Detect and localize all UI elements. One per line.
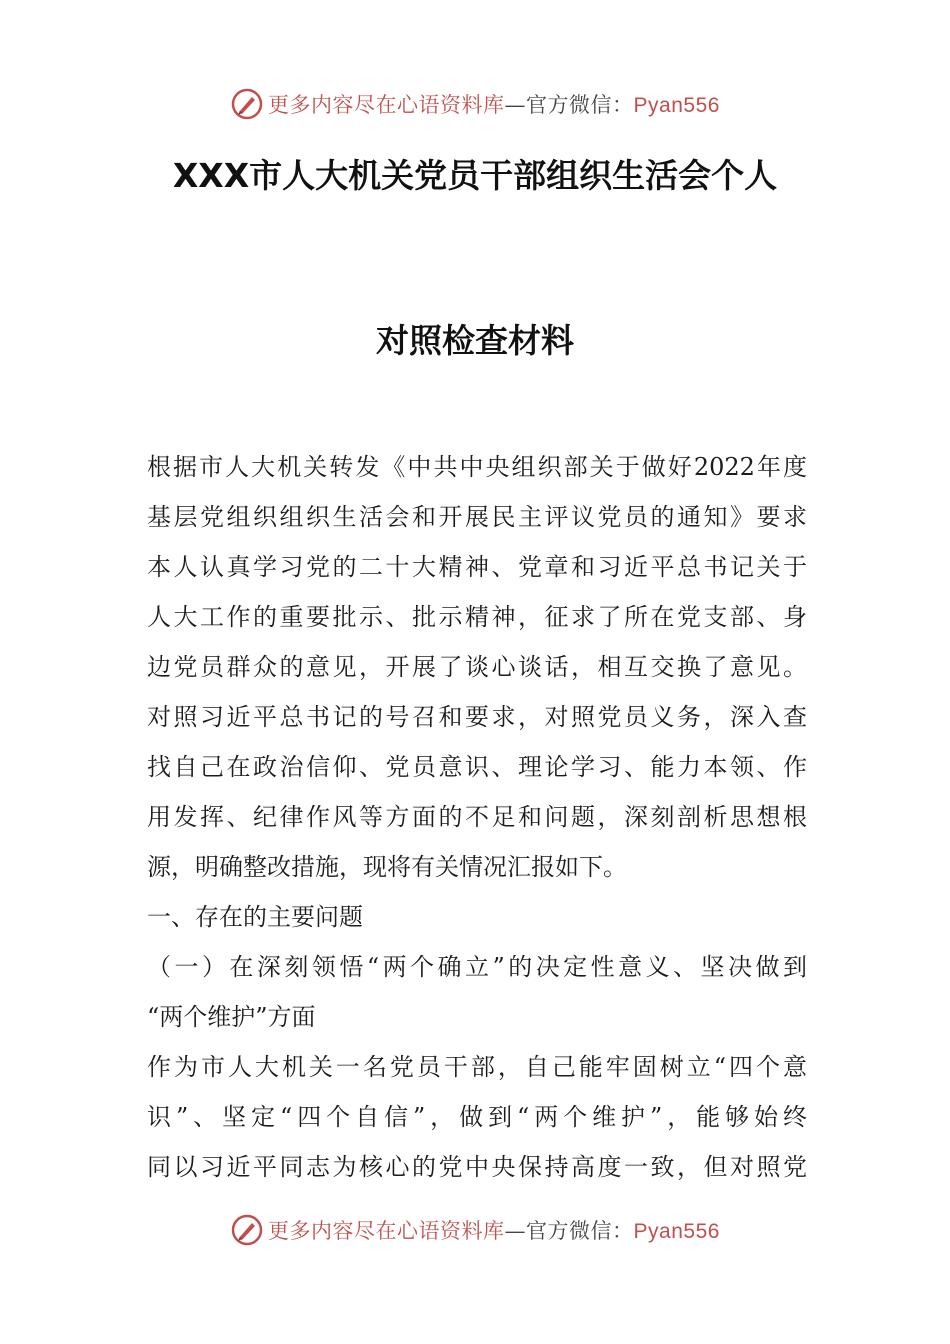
- pen-logo-icon: [230, 1213, 264, 1247]
- body-line: 根据市人大机关转发《中共中央组织部关于做好2022年度: [147, 453, 807, 481]
- body-line: 识”、坚定“四个自信”，做到“两个维护”，能够始终: [147, 1103, 807, 1131]
- body-line: 源，明确整改措施，现将有关情况汇报如下。: [147, 853, 627, 881]
- subsection-heading: （一）在深刻领悟“两个确立”的决定性意义、坚决做到: [147, 953, 807, 981]
- body-line: 基层党组织组织生活会和开展民主评议党员的通知》要求: [147, 503, 807, 531]
- subsection-heading-cont: “两个维护”方面: [147, 1003, 316, 1031]
- header-watermark: [0, 84, 950, 124]
- watermark-text-main: 更多内容尽在心语资料库: [268, 93, 505, 117]
- document-body: [147, 442, 807, 1192]
- body-line: 作为市人大机关一名党员干部，自己能牢固树立“四个意: [147, 1053, 807, 1081]
- body-line: 同以习近平同志为核心的党中央保持高度一致，但对照党: [147, 1153, 807, 1181]
- body-line: 人大工作的重要批示、批示精神，征求了所在党支部、身: [147, 603, 807, 631]
- section-heading: 一、存在的主要问题: [147, 903, 363, 931]
- watermark-text-main: 更多内容尽在心语资料库: [268, 1219, 505, 1243]
- body-line: 用发挥、纪律作风等方面的不足和问题，深刻剖析思想根: [147, 803, 807, 831]
- document-title-line-1: XXX市人大机关党员干部组织生活会个人: [172, 156, 778, 195]
- body-line: 对照习近平总书记的号召和要求，对照党员义务，深入查: [147, 703, 807, 731]
- watermark-text-wechat: —官方微信：: [504, 1219, 634, 1243]
- watermark-text-id: Pyan556: [633, 1220, 720, 1243]
- watermark-text-wechat: —官方微信：: [504, 93, 634, 117]
- footer-watermark: [0, 1210, 950, 1250]
- watermark-text-id: Pyan556: [633, 94, 720, 117]
- pen-logo-icon: [230, 87, 264, 121]
- document-title-line-2: 对照检查材料: [376, 321, 574, 360]
- body-line: 本人认真学习党的二十大精神、党章和习近平总书记关于: [147, 553, 807, 581]
- body-line: 边党员群众的意见，开展了谈心谈话，相互交换了意见。: [147, 653, 807, 681]
- body-line: 找自己在政治信仰、党员意识、理论学习、能力本领、作: [147, 753, 807, 781]
